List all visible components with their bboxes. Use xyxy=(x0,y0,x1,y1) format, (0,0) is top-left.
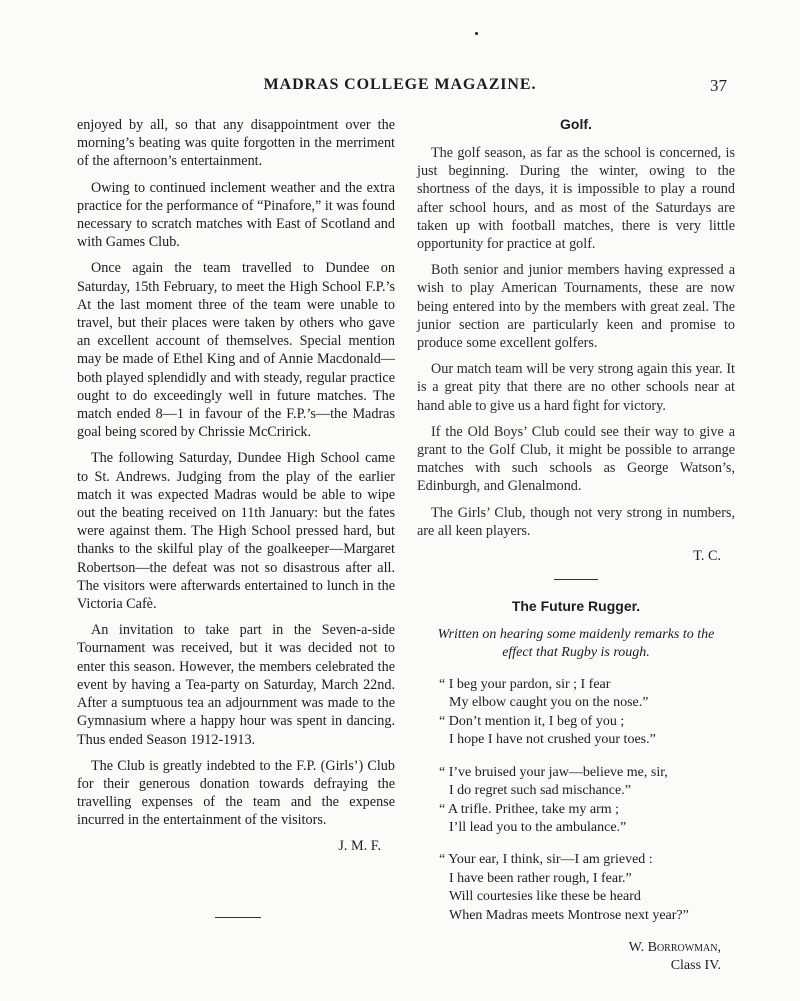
stray-ink-dot xyxy=(475,32,478,35)
magazine-title: MADRAS COLLEGE MAGAZINE. xyxy=(263,76,537,93)
article-signature: J. M. F. xyxy=(338,837,381,854)
poem-line: I do regret such sad mischance.” xyxy=(449,783,631,799)
page-number: 37 xyxy=(710,76,727,95)
section-divider xyxy=(215,917,261,918)
poem-stanza xyxy=(439,851,735,925)
poem-line: I hope I have not crushed your toes.” xyxy=(449,732,656,748)
golf-signature: T. C. xyxy=(693,548,721,565)
golf-paragraph: If the Old Boys’ Club could see their way to give a grant to the Golf Club, it might be possible to arrange matches with such schools as George Watson’s, Edinburgh, and Glenalmond. xyxy=(417,423,735,495)
poem-line: I’ll lead you to the ambulance.” xyxy=(449,819,627,835)
poem-line: I have been rather rough, I fear.” xyxy=(449,870,632,886)
golf-paragraph: Both senior and junior members having expressed a wish to play American Tournaments, these are now being entered into by the members with great zeal. The junior section are particularly keen and promise to produce some excellent golfers. xyxy=(417,262,735,352)
poem-line: “ A trifle. Prithee, take my arm ; xyxy=(439,801,620,817)
golf-paragraph: The golf season, as far as the school is concerned, is just beginning. During the winter, owing to the shortness of the days, it is impossible to play a round after school hours, and as most of the Saturdays are taken up with football matches, there is very little opportunity for practice at golf. xyxy=(417,145,735,253)
poem-author-class: Class IV. xyxy=(670,957,721,973)
article-paragraph: The Club is greatly indebted to the F.P. (Girls’) Club for their generous donation towards defraying the travelling expenses of the team and the expense incurred in the entertainment of the visitors. xyxy=(77,757,395,829)
poem-subtitle: Written on hearing some maidenly remarks to the effect that Rugby is rough. xyxy=(437,627,715,661)
article-paragraph: An invitation to take part in the Seven-a-side Tournament was received, but it was decided not to enter this season. However, the members celebrated the event by having a Tea-party on Saturday, March 22nd. After a sumptuous tea an adjournment was made to the Gymnasium where a happy hour was spent in dancing. Thus ended Season 1912-1913. xyxy=(77,622,395,748)
article-paragraph: The following Saturday, Dundee High School came to St. Andrews. Judging from the play of the earlier match it was expected Madras would be able to wipe out the beating received on 11th January: but the fates were against them. The High School pressed hard, but thanks to the skilful play of the goalkeeper—Margaret Robertson—the defeat was not so disastrous after all. The visitors were afterwards entertained to lunch in the Victoria Cafè. xyxy=(77,450,395,613)
left-column xyxy=(77,116,395,855)
page-header xyxy=(0,76,800,102)
section-divider xyxy=(554,579,598,580)
golf-paragraph: Our match team will be very strong again this year. It is a great pity that there are no other schools near at hand able to give us a hard fight for victory. xyxy=(417,361,735,414)
article-paragraph: Owing to continued inclement weather and the extra practice for the performance of “Pinafore,” it was found necessary to scratch matches with East of Scotland and with Games Club. xyxy=(77,179,395,251)
poem-title: The Future Rugger. xyxy=(511,598,641,615)
golf-section-title: Golf. xyxy=(560,116,592,132)
poem-author: W. Borrowman, xyxy=(628,939,721,955)
poem-line: “ Your ear, I think, sir—I am grieved : xyxy=(439,852,653,868)
poem-line: When Madras meets Montrose next year?” xyxy=(449,907,689,923)
golf-paragraph: The Girls’ Club, though not very strong in numbers, are all keen players. xyxy=(417,504,735,539)
article-paragraph: enjoyed by all, so that any disappointment over the morning’s beating was quite forgotten in the merriment of the afternoon’s entertainment. xyxy=(77,117,395,170)
right-column xyxy=(417,116,735,975)
poem-line: “ I beg your pardon, sir ; I fear xyxy=(439,677,611,693)
article-paragraph: Once again the team travelled to Dundee on Saturday, 15th February, to meet the High School F.P.’s At the last moment three of the team were unable to travel, but their places were taken by others who gave an excellent account of themselves. Special mention may be made of Ethel King and of Annie Macdonald—both played splendidly and with steady, regular practice ought to do exceedingly well in future matches. The match ended 8—1 in favour of the F.P.’s—the Madras goal being scored by Chrissie McCririck. xyxy=(77,260,395,441)
poem-stanza xyxy=(439,676,735,750)
poem-line: “ I’ve bruised your jaw—believe me, sir, xyxy=(439,764,668,780)
poem-line: “ Don’t mention it, I beg of you ; xyxy=(439,713,625,729)
poem-stanza xyxy=(439,764,735,838)
poem-line: My elbow caught you on the nose.” xyxy=(449,695,649,711)
poem-line: Will courtesies like these be heard xyxy=(449,889,641,905)
